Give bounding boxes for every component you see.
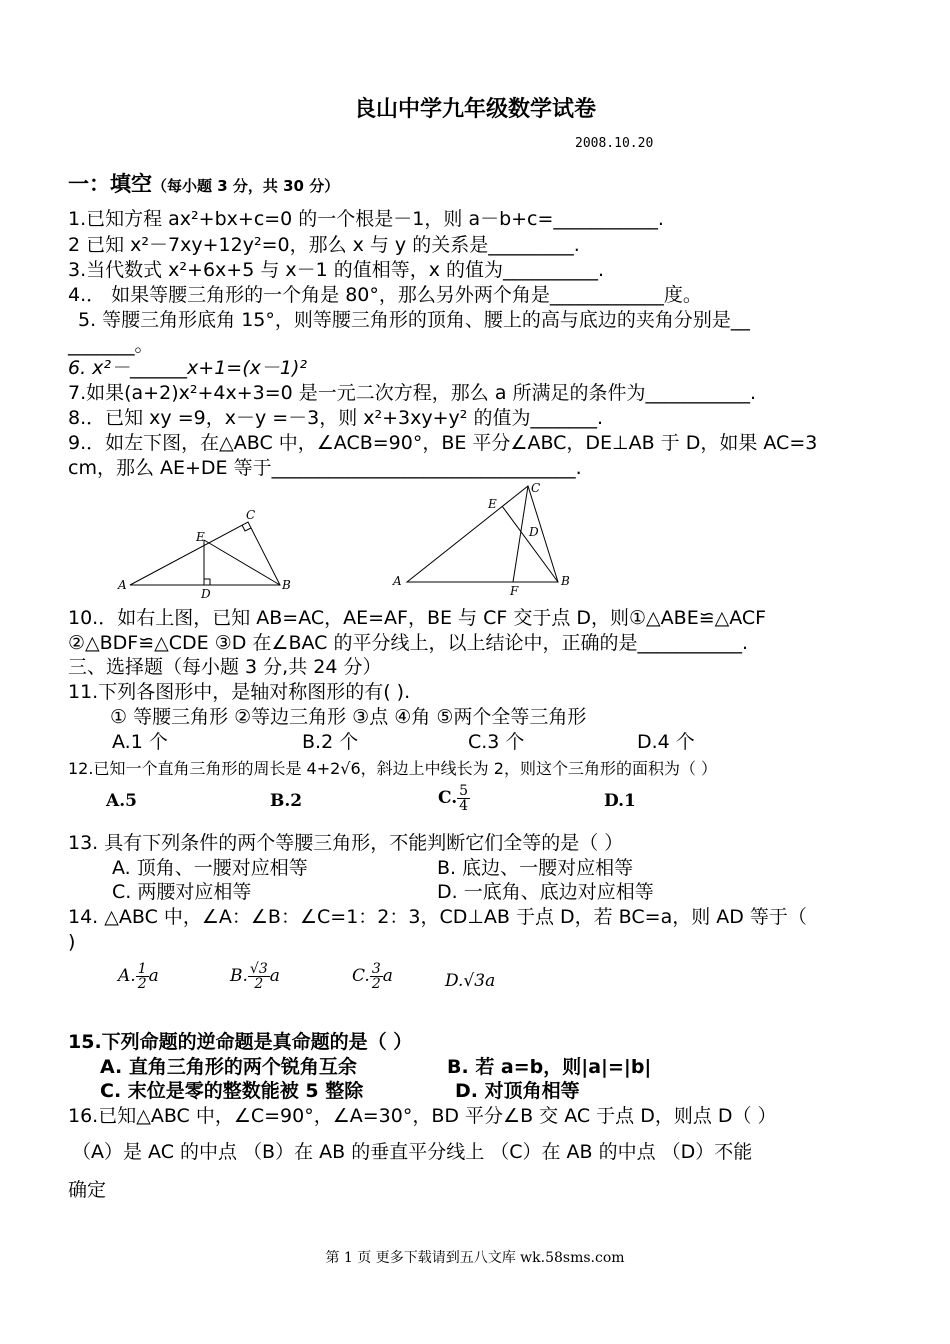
question-5-line1: 5. 等腰三角形底角 15°，则等腰三角形的顶角、腰上的高与底边的夹角分别是__: [78, 309, 750, 331]
question-14-close: ): [68, 931, 76, 953]
q14-a-num: 1: [137, 961, 147, 977]
question-5-line2: _______。: [68, 334, 154, 356]
page-footer: 第 1 页 更多下载请到五八文库 wk.58sms.com: [325, 1250, 625, 1266]
q14-c-prefix: C.: [352, 966, 370, 986]
fig2-label-d: D: [529, 525, 539, 539]
q14-c-num: 3: [371, 961, 381, 977]
figure-left-triangle: [110, 505, 300, 600]
question-10-line1: 10.．如右上图，已知 AB=AC，AE=AF，BE 与 CF 交于点 D，则①△ABE≌△ACF: [68, 607, 767, 629]
question-15-stem: 15.下列命题的逆命题是真命题的是（ ）: [68, 1031, 413, 1053]
question-10-line2: ②△BDF≌△CDE ③D 在∠BAC 的平分线上，以上结论中，正确的是___________.: [68, 632, 748, 654]
question-7: 7.如果(a+2)x²+4x+3=0 是一元二次方程，那么 a 所满足的条件为___________.: [68, 382, 757, 404]
fig2-label-e: E: [488, 497, 497, 511]
q11-option-b: B.2 个: [302, 731, 359, 753]
q14-b-var: a: [269, 966, 280, 986]
q11-option-c: C.3 个: [468, 731, 525, 753]
exam-date: 2008.10.20: [575, 136, 654, 151]
q12-option-b: B.2: [270, 791, 303, 811]
q15-option-a: A. 直角三角形的两个锐角互余: [100, 1056, 357, 1078]
q14-b-num: √3: [249, 961, 268, 977]
question-6: 6. x²－______x+1=(x－1)²: [68, 357, 307, 379]
q14-option-c: [352, 962, 393, 991]
q14-b-prefix: B.: [230, 966, 248, 986]
fig2-label-c: C: [531, 481, 541, 495]
question-3: 3.当代数式 x²+6x+5 与 x－1 的值相等，x 的值为__________.: [68, 259, 605, 281]
question-9-line1: 9.．如左下图，在△ABC 中，∠ACB=90°，BE 平分∠ABC，DE⊥AB 于 D，如果 AC=3: [68, 432, 818, 454]
q12-c-numerator: 5: [459, 783, 469, 799]
fig1-label-a: A: [118, 578, 127, 592]
q13-option-d: D. 一底角、底边对应相等: [437, 881, 654, 903]
question-8: 8.．已知 xy =9，x－y =－3，则 x²+3xy+y² 的值为_______.: [68, 407, 603, 429]
question-2: 2 已知 x²－7xy+12y²=0，那么 x 与 y 的关系是_________.: [68, 234, 580, 256]
q14-option-a: [118, 962, 159, 991]
figure-right-triangle: [385, 478, 585, 600]
q12-option-a: A.5: [106, 791, 137, 811]
q16-options: （A）是 AC 的中点 （B）在 AB 的垂直平分线上 （C）在 AB 的中点 （D）不能: [72, 1141, 753, 1163]
q11-option-d: D.4 个: [637, 731, 695, 753]
section1-title: 一：填空: [68, 172, 152, 196]
question-14-stem: 14. △ABC 中，∠A：∠B：∠C=1：2：3，CD⊥AB 于点 D，若 BC=a，则 AD 等于（: [68, 906, 807, 928]
q14-a-den: 2: [137, 976, 147, 992]
question-9-line2: cm，那么 AE+DE 等于________________________________.: [68, 457, 582, 479]
fig2-label-a: A: [393, 574, 402, 588]
fig2-label-f: F: [510, 584, 519, 598]
q13-option-c: C. 两腰对应相等: [112, 881, 252, 903]
q12-option-c: [438, 784, 470, 813]
q14-c-den: 2: [371, 976, 381, 992]
q12-option-d: D.1: [604, 791, 636, 811]
q13-option-a: A. 顶角、一腰对应相等: [112, 857, 308, 879]
fig1-label-d: D: [201, 587, 211, 600]
q14-a-var: a: [148, 966, 159, 986]
q14-b-den: 2: [254, 976, 264, 992]
q15-option-c: C. 末位是零的整数能被 5 整除: [100, 1080, 364, 1102]
question-13-stem: 13. 具有下列条件的两个等腰三角形，不能判断它们全等的是（ ）: [68, 832, 624, 854]
fig1-label-b: B: [282, 578, 291, 592]
q11-option-a: A.1 个: [112, 731, 168, 753]
q12-c-denominator: 4: [459, 798, 469, 814]
q16-options-tail: 确定: [68, 1179, 107, 1201]
question-4: 4.． 如果等腰三角形的一个角是 80°，那么另外两个角是____________度。: [68, 284, 702, 306]
fig2-label-b: B: [561, 574, 570, 588]
question-16-stem: 16.已知△ABC 中，∠C=90°，∠A=30°，BD 平分∠B 交 AC 于点 D，则点 D（ ）: [68, 1105, 777, 1127]
section1-note: （每小题 3 分，共 30 分）: [152, 177, 340, 195]
q14-c-var: a: [382, 966, 393, 986]
section1-heading: [68, 172, 339, 198]
fig1-label-e: E: [196, 530, 205, 544]
q14-option-b: [230, 962, 280, 991]
question-1: 1.已知方程 ax²+bx+c=0 的一个根是－1，则 a－b+c=___________.: [68, 208, 664, 230]
q14-a-prefix: A.: [118, 966, 136, 986]
q15-option-d: D. 对顶角相等: [455, 1080, 580, 1102]
question-11-items: ① 等腰三角形 ②等边三角形 ③点 ④角 ⑤两个全等三角形: [110, 706, 587, 728]
question-11-stem: 11.下列各图形中，是轴对称图形的有( ).: [68, 681, 411, 703]
q15-option-b: B. 若 a=b，则|a|=|b|: [447, 1056, 652, 1078]
q12-option-c-prefix: C.: [438, 788, 458, 808]
fig1-label-c: C: [246, 508, 256, 522]
q13-option-b: B. 底边、一腰对应相等: [437, 857, 634, 879]
section3-heading: 三、选择题（每小题 3 分,共 24 分）: [68, 656, 382, 678]
question-12-stem: 12.已知一个直角三角形的周长是 4+2√6，斜边上中线长为 2，则这个三角形的面积为（ ）: [68, 759, 718, 778]
page-title: 良山中学九年级数学试卷: [353, 97, 596, 122]
q14-option-d: D.√3a: [445, 971, 496, 991]
